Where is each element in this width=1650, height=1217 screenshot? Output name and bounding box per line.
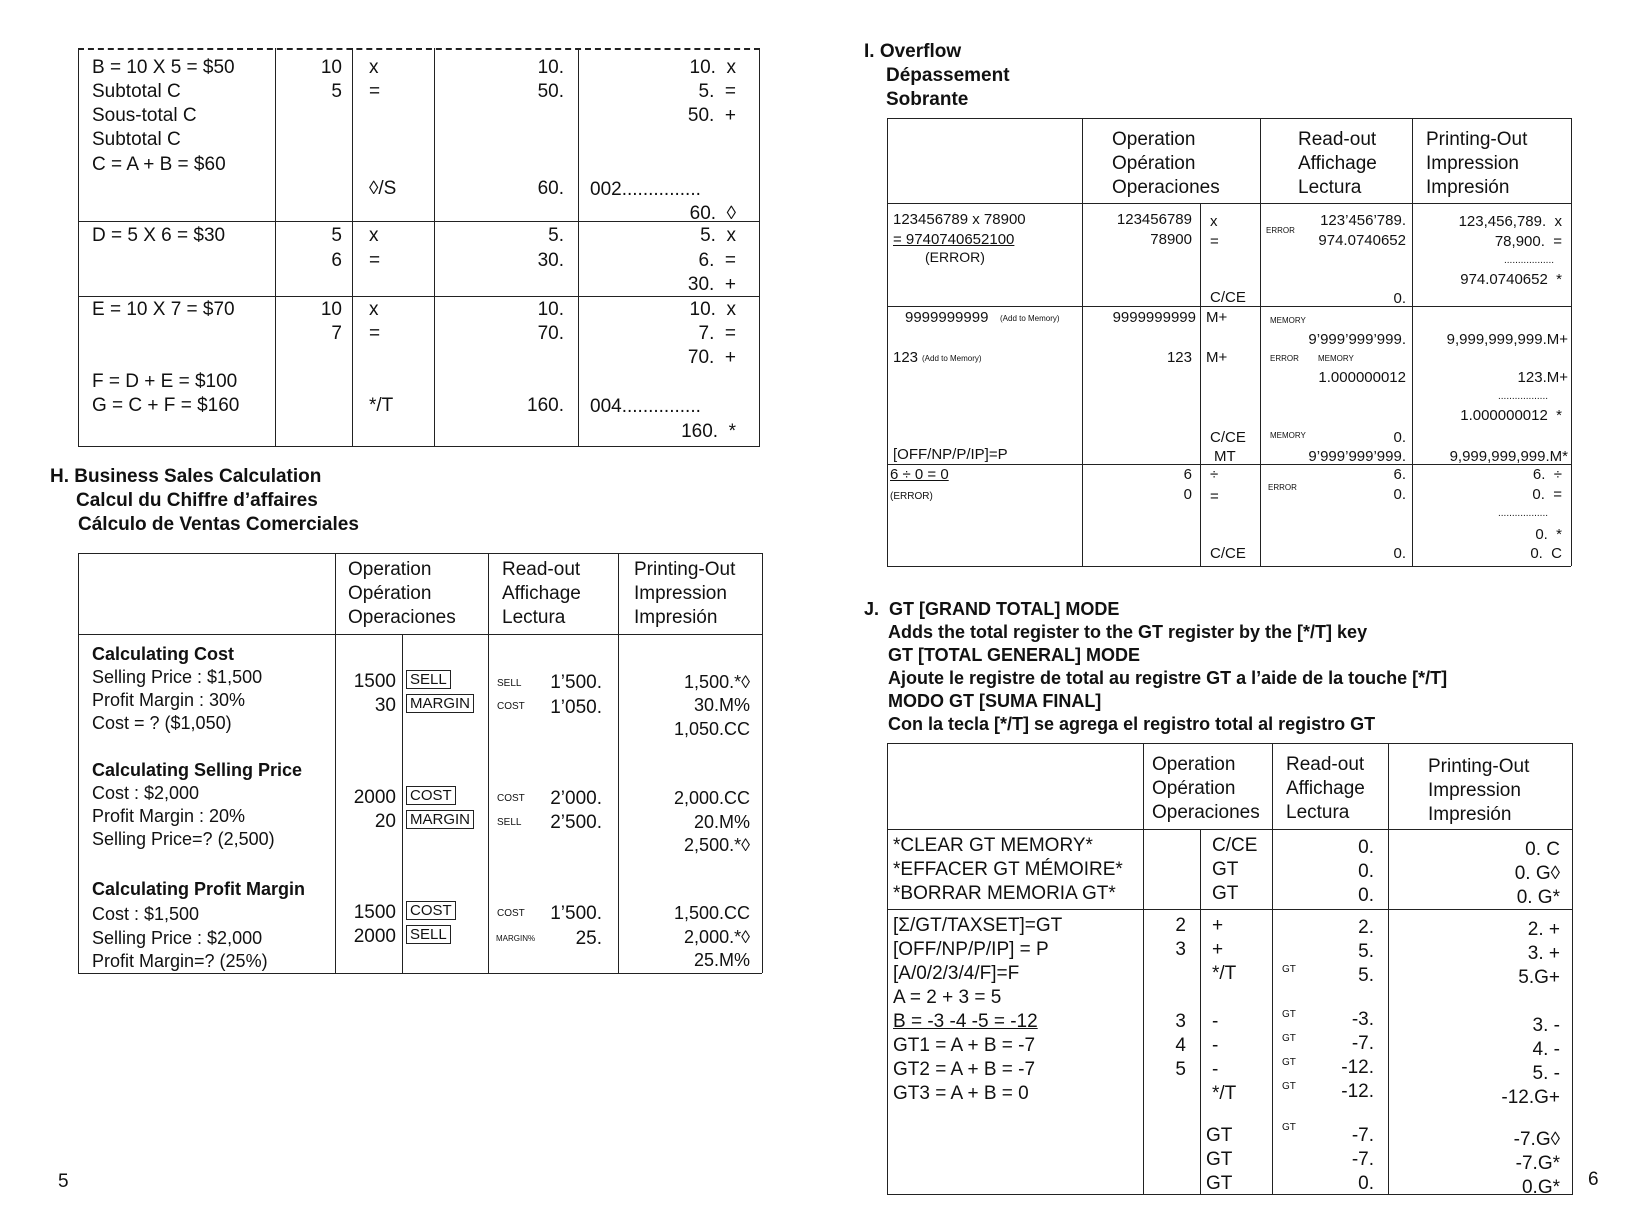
- print-line: 10. x: [689, 299, 736, 320]
- page-number-right: 6: [1588, 1169, 1599, 1190]
- print-line: 0.G*: [1521, 1177, 1560, 1198]
- print-line: 60. ◊: [689, 203, 736, 224]
- desc-line: 6 ÷ 0 = 0: [890, 466, 949, 483]
- error-note: (ERROR): [890, 491, 933, 502]
- print-line: 0. C: [1525, 839, 1560, 860]
- op-key: MT: [1214, 448, 1236, 465]
- readout-value: 1.000000012: [1318, 369, 1406, 386]
- op-key: */T: [1212, 963, 1237, 984]
- indicator: ERROR: [1270, 354, 1299, 363]
- block-line: Cost : $1,500: [92, 904, 200, 924]
- block-line: Cost = ? ($1,050): [92, 713, 232, 733]
- op-key: C/CE: [1210, 545, 1246, 562]
- op-key: ÷: [1210, 466, 1219, 483]
- print-line: 9,999,999,999.M+: [1446, 331, 1568, 348]
- header-divider: [78, 634, 762, 635]
- op-key: x: [369, 299, 379, 320]
- print-line: 5.G+: [1518, 967, 1560, 988]
- readout-value: 123’456’789.: [1320, 212, 1406, 229]
- indicator: MEMORY: [1270, 431, 1306, 440]
- header-readout: Lectura: [502, 607, 566, 628]
- op-number: 10: [320, 57, 342, 78]
- op-number: 2: [1175, 915, 1186, 936]
- desc-line: Subtotal C: [92, 129, 181, 150]
- page-number-left: 5: [58, 1171, 69, 1192]
- col-divider: [402, 634, 403, 973]
- readout-value: 0.: [1358, 861, 1374, 882]
- indicator: MEMORY: [1270, 316, 1306, 325]
- op-key: M+: [1206, 349, 1228, 366]
- desc-line: GT1 = A + B = -7: [893, 1035, 1036, 1056]
- header-print: Impression: [634, 583, 727, 604]
- cost-key: COST: [406, 786, 456, 805]
- print-line: 5. =: [698, 81, 736, 102]
- print-line: 0. G*: [1516, 887, 1560, 908]
- readout-value: 6.: [1393, 466, 1406, 483]
- op-key: GT: [1212, 859, 1239, 880]
- header-readout: Lectura: [1286, 802, 1350, 823]
- readout-value: 160.: [527, 395, 564, 416]
- indicator: COST: [497, 701, 525, 712]
- header-readout: Affichage: [502, 583, 581, 604]
- print-line: 2,000.CC: [673, 788, 750, 808]
- col-divider: [434, 48, 435, 446]
- print-line: 2,000.*◊: [684, 927, 750, 947]
- op-number: 123456789: [1116, 211, 1192, 228]
- col-divider: [1388, 743, 1389, 1194]
- print-dots: ..................: [1497, 391, 1548, 402]
- sell-key: SELL: [406, 670, 451, 689]
- readout-value: 2’500.: [550, 812, 602, 833]
- block-line: Selling Price : $2,000: [92, 928, 263, 948]
- readout-value: 2.: [1358, 917, 1374, 938]
- col-divider: [488, 553, 489, 973]
- header-operation: Operaciones: [1152, 802, 1260, 823]
- op-key: x: [1210, 213, 1218, 230]
- table-border: [78, 553, 762, 554]
- print-line: 0. G◊: [1514, 863, 1560, 884]
- block-line: Selling Price=? (2,500): [92, 829, 275, 849]
- col-divider: [335, 553, 336, 973]
- print-line: 1,050.CC: [673, 719, 750, 739]
- print-line: 4. -: [1532, 1039, 1560, 1060]
- readout-value: 60.: [537, 178, 564, 199]
- indicator: COST: [497, 908, 525, 919]
- op-number: 6: [331, 250, 342, 271]
- op-key: GT: [1212, 883, 1239, 904]
- row-divider: [78, 296, 760, 297]
- header-readout: Read-out: [502, 559, 581, 580]
- desc-line: *BORRAR MEMORIA GT*: [893, 883, 1116, 904]
- print-line: 1.000000012 *: [1460, 407, 1562, 424]
- gt-indicator: GT: [1282, 1081, 1296, 1092]
- table-border: [78, 973, 762, 974]
- print-line: -7.G*: [1515, 1153, 1560, 1174]
- op-number: 3: [1175, 1011, 1186, 1032]
- readout-value: 0.: [1358, 1173, 1374, 1194]
- header-print: Impresión: [1428, 804, 1512, 825]
- print-line: 78,900. =: [1494, 233, 1562, 250]
- op-key: GT: [1206, 1149, 1233, 1170]
- readout-value: -12.: [1341, 1057, 1374, 1078]
- section-subtitle: Calcul du Chiffre d’affaires: [76, 490, 318, 511]
- header-readout: Read-out: [1286, 754, 1365, 775]
- op-key: +: [1212, 939, 1224, 960]
- print-line: 20.M%: [693, 812, 750, 832]
- readout-value: -3.: [1351, 1009, 1374, 1030]
- readout-value: 1’500.: [550, 903, 602, 924]
- block-title: Calculating Profit Margin: [92, 879, 306, 899]
- op-number: 30: [374, 695, 396, 716]
- readout-value: -7.: [1351, 1033, 1374, 1054]
- header-operation: Operation: [348, 559, 432, 580]
- indicator: MEMORY: [1318, 354, 1354, 363]
- header-operation: Operation: [1152, 754, 1236, 775]
- col-divider: [618, 553, 619, 973]
- op-number: 9999999999: [1112, 309, 1196, 326]
- op-key: C/CE: [1210, 289, 1246, 306]
- header-operation: Opération: [1152, 778, 1236, 799]
- readout-value: 0.: [1393, 290, 1406, 307]
- readout-value: 0.: [1393, 429, 1406, 446]
- section-subtitle: Dépassement: [886, 65, 1010, 86]
- header-print: Impresión: [1426, 177, 1510, 198]
- print-line: -7.G◊: [1513, 1129, 1560, 1150]
- op-key: +: [1212, 915, 1224, 936]
- header-divider: [887, 829, 1573, 830]
- print-dots: ..................: [1503, 255, 1554, 266]
- op-key: =: [369, 323, 381, 344]
- section-title: H. Business Sales Calculation: [50, 466, 322, 487]
- desc-line: Subtotal C: [92, 81, 181, 102]
- print-line: 123.M+: [1517, 369, 1568, 386]
- desc-line: [A/0/2/3/4/F]=F: [893, 963, 1020, 984]
- readout-value: 9’999’999’999.: [1308, 448, 1406, 465]
- op-key: */T: [1212, 1083, 1237, 1104]
- op-key: GT: [1206, 1173, 1233, 1194]
- desc-line: G = C + F = $160: [92, 395, 240, 416]
- section-subtitle: Sobrante: [886, 89, 969, 110]
- print-line: 002...............: [590, 179, 701, 200]
- op-number: 4: [1175, 1035, 1186, 1056]
- margin-key: MARGIN: [406, 810, 474, 829]
- op-number: 2000: [353, 787, 396, 808]
- col-divider: [1272, 743, 1273, 1194]
- op-number: 2000: [353, 926, 396, 947]
- header-readout: Affichage: [1298, 153, 1377, 174]
- col-divider: [78, 48, 79, 446]
- print-line: 2,500.*◊: [684, 835, 750, 855]
- op-key: ◊/S: [369, 178, 397, 199]
- header-print: Printing-Out: [634, 559, 736, 580]
- col-divider: [1082, 118, 1083, 566]
- block-line: Profit Margin=? (25%): [92, 951, 268, 971]
- header-print: Printing-Out: [1426, 129, 1528, 150]
- print-line: 1,500.*◊: [684, 672, 750, 692]
- section-subtitle: Con la tecla [*/T] se agrega el registro total al registro GT: [888, 714, 1376, 734]
- indicator: ERROR: [1266, 226, 1295, 235]
- readout-value: 0.: [1358, 837, 1374, 858]
- print-line: 1,500.CC: [673, 903, 750, 923]
- section-subtitle: Ajoute le registre de total au registre GT a l’aide de la touche [*/T]: [888, 668, 1448, 688]
- op-key: -: [1212, 1035, 1219, 1056]
- indicator: SELL: [497, 678, 522, 689]
- op-number: 3: [1175, 939, 1186, 960]
- col-divider: [887, 118, 888, 566]
- print-line: 3. -: [1532, 1015, 1560, 1036]
- desc-line: 9999999999: [905, 309, 989, 326]
- desc-line: B = -3 -4 -5 = -12: [893, 1011, 1038, 1032]
- header-operation: Operaciones: [348, 607, 456, 628]
- desc-note: (Add to Memory): [922, 354, 982, 363]
- gt-indicator: GT: [1282, 1057, 1296, 1068]
- desc-line: Sous-total C: [92, 105, 197, 126]
- op-number: 1500: [353, 671, 396, 692]
- readout-value: 1’500.: [550, 672, 602, 693]
- desc-line: A = 2 + 3 = 5: [893, 987, 1002, 1008]
- desc-line: F = D + E = $100: [92, 371, 238, 392]
- header-readout: Lectura: [1298, 177, 1362, 198]
- block-line: Cost : $2,000: [92, 783, 200, 803]
- block-line: Selling Price : $1,500: [92, 667, 263, 687]
- op-key: =: [1210, 488, 1219, 505]
- op-key: x: [369, 57, 379, 78]
- desc-note: (Add to Memory): [1000, 314, 1060, 323]
- col-divider: [1200, 829, 1201, 1194]
- readout-value: 5.: [1358, 965, 1374, 986]
- op-number: 10: [320, 299, 342, 320]
- desc-line: GT3 = A + B = 0: [893, 1083, 1029, 1104]
- header-operation: Opération: [1112, 153, 1196, 174]
- print-line: 0. =: [1532, 486, 1562, 503]
- readout-value: 10.: [537, 57, 564, 78]
- op-number: 5: [331, 81, 342, 102]
- cost-key: COST: [406, 901, 456, 920]
- op-key: -: [1212, 1011, 1219, 1032]
- op-number: 5: [1175, 1059, 1186, 1080]
- col-divider: [578, 48, 579, 446]
- op-key: M+: [1206, 309, 1228, 326]
- header-print: Printing-Out: [1428, 756, 1530, 777]
- print-line: 3. +: [1527, 943, 1560, 964]
- desc-line: [OFF/NP/P/IP]=P: [893, 446, 1008, 463]
- readout-value: -7.: [1351, 1149, 1374, 1170]
- readout-value: 5.: [1358, 941, 1374, 962]
- readout-value: 0.: [1393, 486, 1406, 503]
- header-print: Impresión: [634, 607, 718, 628]
- table-border: [887, 566, 1571, 567]
- op-key: GT: [1206, 1125, 1233, 1146]
- gt-indicator: GT: [1282, 1122, 1296, 1133]
- dashed-top-border: [78, 48, 760, 50]
- print-line: 50. +: [687, 105, 736, 126]
- print-line: -12.G+: [1501, 1087, 1560, 1108]
- col-divider: [78, 553, 79, 973]
- op-key: =: [1210, 233, 1219, 250]
- readout-value: 70.: [537, 323, 564, 344]
- print-line: 9,999,999,999.M*: [1449, 448, 1568, 465]
- block-title: Calculating Selling Price: [92, 760, 303, 780]
- row-divider: [887, 306, 1571, 307]
- table-border: [887, 118, 1571, 119]
- print-line: 5. -: [1532, 1063, 1560, 1084]
- print-line: 123,456,789. x: [1458, 213, 1562, 230]
- header-operation: Opération: [348, 583, 432, 604]
- header-operation: Operation: [1112, 129, 1196, 150]
- desc-line: 123: [893, 349, 919, 366]
- margin-key: MARGIN: [406, 694, 474, 713]
- col-divider: [1571, 118, 1572, 566]
- print-line: 0. C: [1530, 545, 1562, 562]
- error-note: (ERROR): [925, 249, 985, 265]
- block-title: Calculating Cost: [92, 644, 235, 664]
- header-divider: [887, 203, 1571, 204]
- col-divider: [1200, 203, 1201, 566]
- op-number: 7: [331, 323, 342, 344]
- readout-value: -7.: [1351, 1125, 1374, 1146]
- block-line: Profit Margin : 20%: [92, 806, 246, 826]
- col-divider: [1260, 118, 1261, 566]
- col-divider: [1572, 743, 1573, 1194]
- op-number: 1500: [353, 902, 396, 923]
- readout-value: 10.: [537, 299, 564, 320]
- header-readout: Affichage: [1286, 778, 1365, 799]
- section-subtitle: Adds the total register to the GT register by the [*/T] key: [888, 622, 1368, 642]
- readout-value: 50.: [537, 81, 564, 102]
- op-key: -: [1212, 1059, 1219, 1080]
- header-print: Impression: [1428, 780, 1521, 801]
- section-subtitle: Cálculo de Ventas Comerciales: [78, 514, 359, 535]
- print-line: 004...............: [590, 396, 701, 417]
- readout-value: 9’999’999’999.: [1308, 331, 1406, 348]
- readout-value: 25.: [575, 928, 602, 949]
- section-title: J. GT [GRAND TOTAL] MODE: [864, 599, 1120, 619]
- desc-line: E = 10 X 7 = $70: [92, 299, 235, 320]
- readout-value: 1’050.: [550, 697, 602, 718]
- col-divider: [275, 48, 276, 446]
- table-bottom: [78, 446, 760, 447]
- readout-value: 2’000.: [550, 788, 602, 809]
- print-line: 6. ÷: [1532, 466, 1562, 483]
- gt-indicator: GT: [1282, 964, 1296, 975]
- sell-key: SELL: [406, 925, 451, 944]
- desc-line: D = 5 X 6 = $30: [92, 225, 226, 246]
- desc-line: C = A + B = $60: [92, 154, 226, 175]
- desc-line: GT2 = A + B = -7: [893, 1059, 1036, 1080]
- section-title: I. Overflow: [864, 41, 962, 62]
- readout-value: 5.: [548, 225, 564, 246]
- header-print: Impression: [1426, 153, 1519, 174]
- header-operation: Operaciones: [1112, 177, 1220, 198]
- section-subtitle: GT [TOTAL GENERAL] MODE: [888, 645, 1140, 665]
- section-subtitle: MODO GT [SUMA FINAL]: [888, 691, 1102, 711]
- print-line: 974.0740652 *: [1460, 271, 1562, 288]
- indicator: COST: [497, 793, 525, 804]
- op-number: 123: [1166, 349, 1192, 366]
- desc-line: = 9740740652100: [893, 231, 1015, 248]
- print-line: 6. =: [698, 250, 736, 271]
- readout-value: 0.: [1393, 545, 1406, 562]
- print-dots: ..................: [1497, 508, 1548, 519]
- op-key: C/CE: [1210, 429, 1246, 446]
- indicator: SELL: [497, 817, 522, 828]
- print-line: 30.M%: [693, 695, 750, 715]
- print-line: 10. x: [689, 57, 736, 78]
- op-number: 20: [374, 811, 396, 832]
- op-key: C/CE: [1212, 835, 1258, 856]
- col-divider: [762, 553, 763, 973]
- gt-indicator: GT: [1282, 1033, 1296, 1044]
- readout-value: 974.0740652: [1318, 232, 1406, 249]
- readout-value: -12.: [1341, 1081, 1374, 1102]
- print-line: 160. *: [681, 421, 736, 442]
- print-line: 25.M%: [693, 950, 750, 970]
- op-number: 0: [1183, 486, 1192, 503]
- print-line: 7. =: [698, 323, 736, 344]
- desc-line: B = 10 X 5 = $50: [92, 57, 235, 78]
- readout-value: 30.: [537, 250, 564, 271]
- col-divider: [759, 48, 760, 446]
- desc-line: *EFFACER GT MÉMOIRE*: [893, 859, 1123, 880]
- op-number: 78900: [1150, 231, 1192, 248]
- print-line: 30. +: [687, 274, 736, 295]
- print-line: 5. x: [700, 225, 736, 246]
- print-line: 70. +: [687, 347, 736, 368]
- col-divider: [1143, 743, 1144, 1194]
- desc-line: *CLEAR GT MEMORY*: [893, 835, 1093, 856]
- op-number: 6: [1183, 466, 1192, 483]
- row-divider: [887, 909, 1573, 910]
- gt-indicator: GT: [1282, 1009, 1296, 1020]
- col-divider: [352, 48, 353, 446]
- op-key: =: [369, 250, 381, 271]
- op-number: 5: [331, 225, 342, 246]
- block-line: Profit Margin : 30%: [92, 690, 246, 710]
- header-readout: Read-out: [1298, 129, 1377, 150]
- indicator: ERROR: [1268, 483, 1297, 492]
- op-key: */T: [369, 395, 394, 416]
- desc-line: [OFF/NP/P/IP] = P: [893, 939, 1049, 960]
- op-key: =: [369, 81, 381, 102]
- desc-line: 123456789 x 78900: [893, 211, 1026, 228]
- print-line: 0. *: [1535, 526, 1562, 543]
- col-divider: [1412, 118, 1413, 566]
- readout-value: 0.: [1358, 885, 1374, 906]
- table-border: [887, 743, 1573, 744]
- op-key: x: [369, 225, 379, 246]
- col-divider: [887, 743, 888, 1194]
- indicator: MARGIN%: [496, 934, 536, 943]
- desc-line: [Σ/GT/TAXSET]=GT: [893, 915, 1063, 936]
- print-line: 2. +: [1527, 919, 1560, 940]
